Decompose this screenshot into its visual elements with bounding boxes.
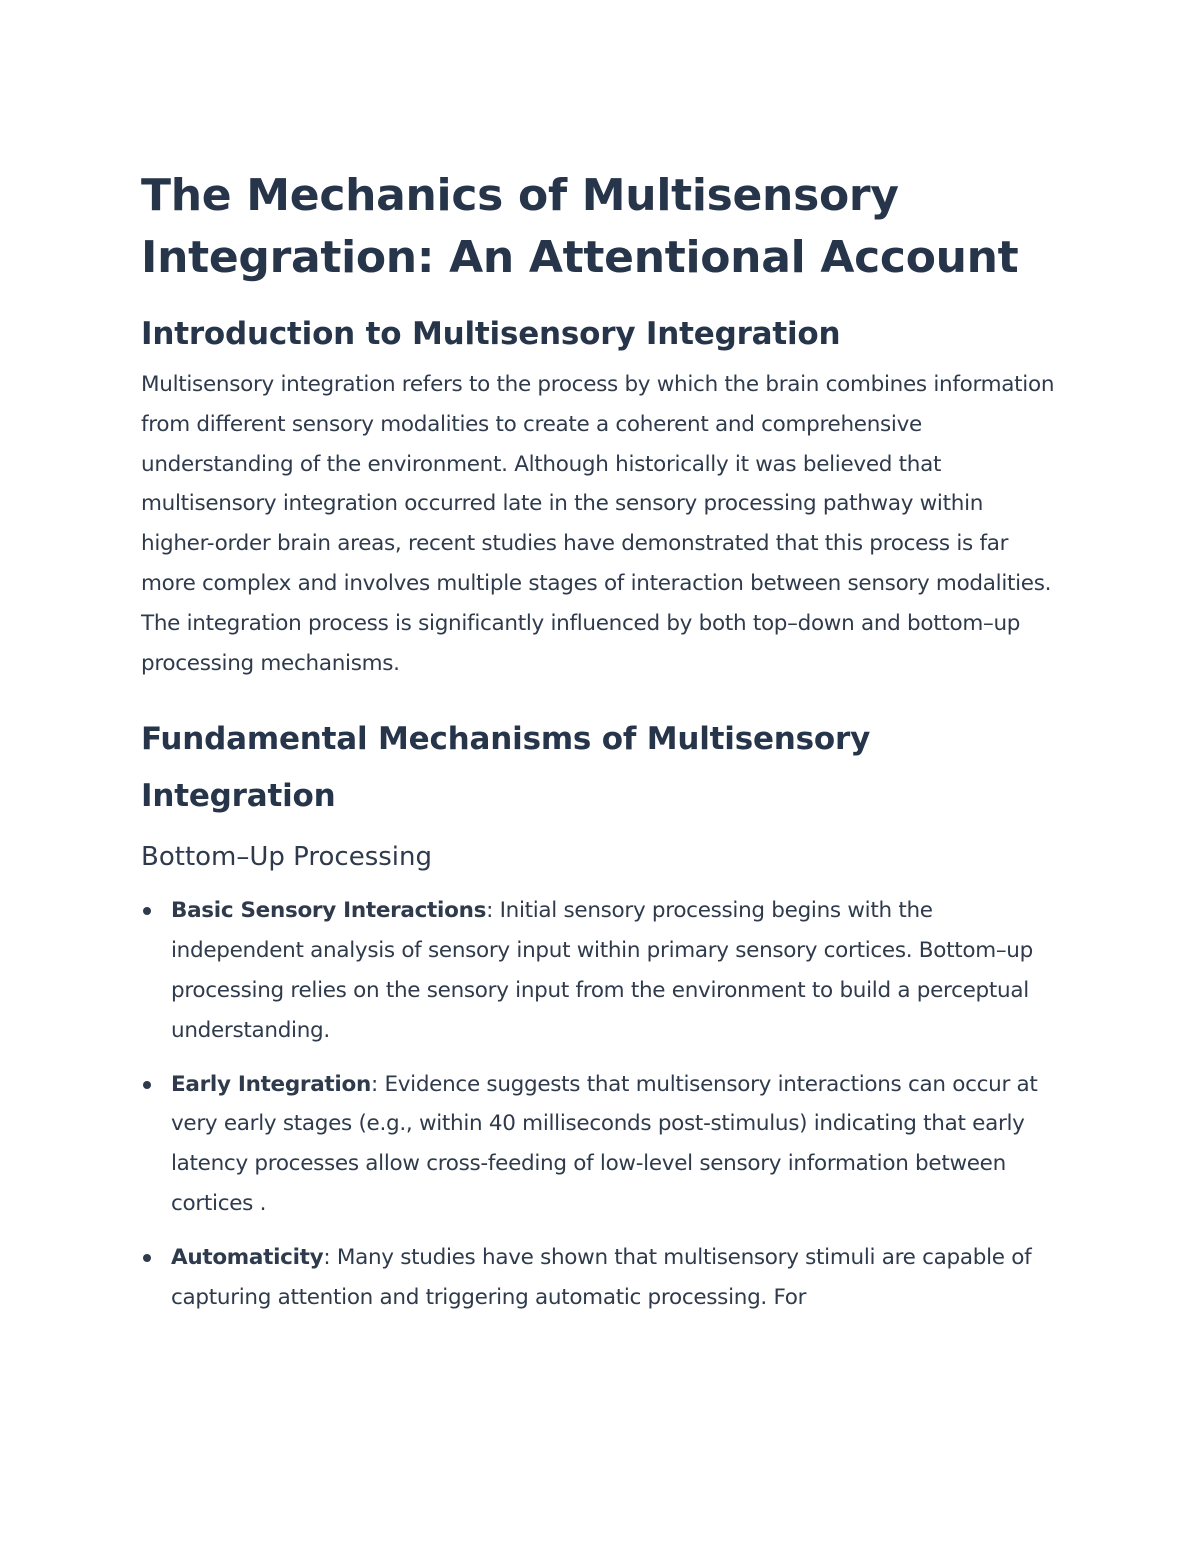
introduction-paragraph: Multisensory integration refers to the process by which the brain combines information from different sensory modalities to create a coherent and comprehensive understanding of the environment. Although historically it was believed that multisensory integration occurred late in the sensory processing pathway within higher-order brain areas, recent studies have demonstrated that this process is far more complex and involves multiple stages of interaction between sensory modalities. The integration process is significantly influenced by both top–down and bottom–up processing mechanisms. (141, 372, 1055, 676)
list-item (141, 891, 1061, 1050)
subheading-bottom-up-processing: Bottom–Up Processing (141, 842, 433, 873)
list-item (141, 1238, 1061, 1318)
bottom-up-bullet-list (141, 891, 1061, 1317)
document-title: The Mechanics of Multisensory Integration: An Attentional Account (141, 170, 1019, 283)
document-page (141, 165, 1061, 1331)
section-heading-introduction: Introduction to Multisensory Integration (141, 316, 841, 352)
bullet-text: : Initial sensory processing begins with the independent analysis of sensory input within primary sensory cortices. Bottom–up processing relies on the sensory input from the environment to build a perceptual understanding. (171, 898, 1033, 1043)
section-heading-fundamental-mechanisms: Fundamental Mechanisms of Multisensory Integration (141, 721, 871, 815)
bullet-icon (143, 1254, 151, 1262)
bullet-text: : Many studies have shown that multisensory stimuli are capable of capturing attention and triggering automatic processing. For (171, 1244, 1032, 1310)
bullet-text: : Evidence suggests that multisensory interactions can occur at very early stages (e.g., within 40 milliseconds post-stimulus) indicating that early latency processes allow cross-feeding of low-level sensory information between cortices . (171, 1071, 1038, 1216)
bullet-term: Early Integration (171, 1071, 371, 1097)
bullet-icon (143, 1081, 151, 1089)
bullet-icon (143, 907, 151, 915)
bullet-term: Basic Sensory Interactions (171, 898, 487, 924)
bullet-term: Automaticity (171, 1244, 324, 1270)
list-item (141, 1065, 1061, 1224)
